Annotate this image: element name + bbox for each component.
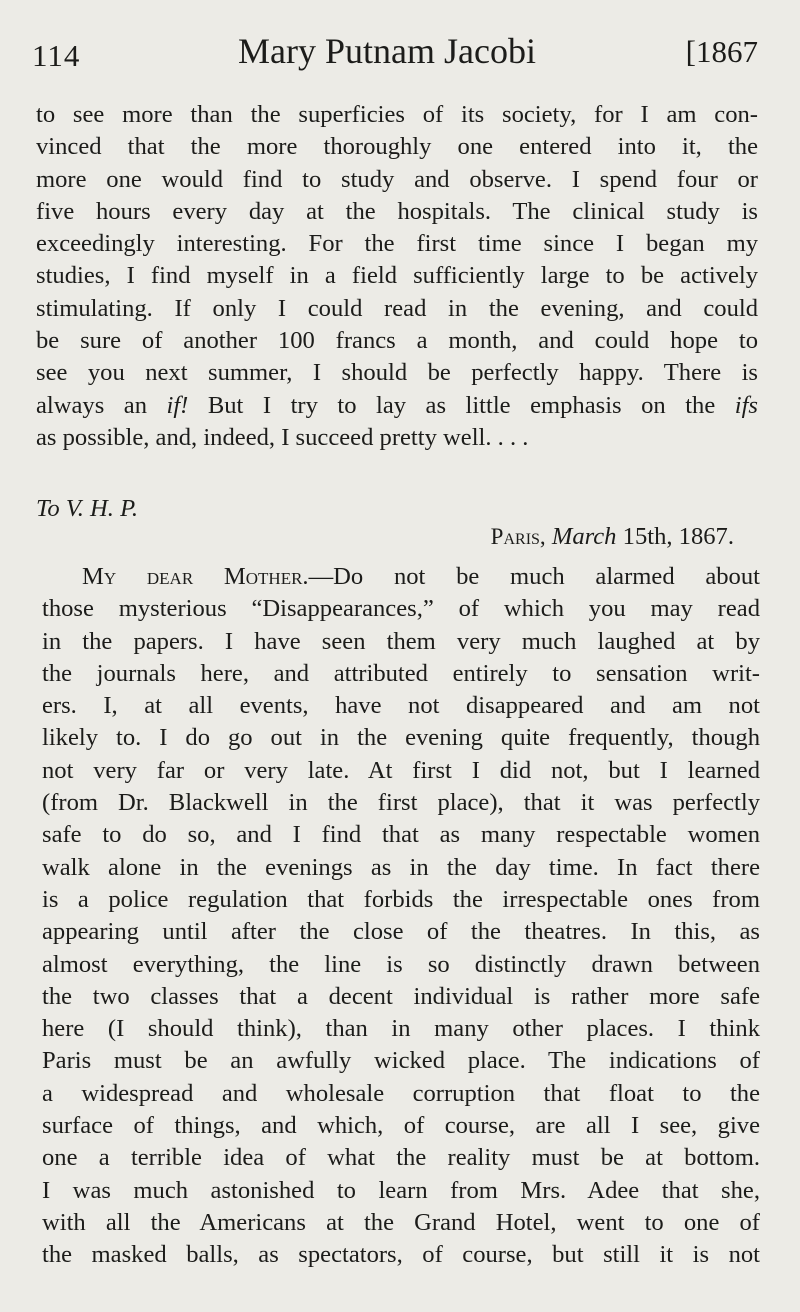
italic-if: if!: [166, 391, 189, 419]
paragraph-1: [36, 99, 758, 454]
salutation: My dear Mother.: [82, 563, 309, 590]
text-fragment: —Do not be much alarmed about: [308, 563, 760, 590]
text-line: safe to do so, and I find that as many respectable women: [42, 821, 760, 849]
letter-dateline: [491, 523, 734, 551]
text-line: one a terrible idea of what the reality must be at bottom.: [42, 1144, 760, 1172]
text-line: the journals here, and attributed entirely to sensation writ-: [42, 659, 760, 687]
text-line: those mysterious “Disappearances,” of which you may read: [42, 595, 760, 623]
text-line: with all the Americans at the Grand Hotel, went to one of: [42, 1208, 760, 1236]
text-line: ers. I, at all events, have not disappeared and am not: [42, 692, 760, 720]
text-line: a widespread and wholesale corruption that float to the: [42, 1079, 760, 1107]
text-line: be sure of another 100 francs a month, and could hope to: [36, 327, 758, 355]
text-line: [36, 390, 758, 422]
text-line: not very far or very late. At first I did not, but I learned: [42, 756, 760, 784]
text-line: more one would find to study and observe. I spend four or: [36, 165, 758, 193]
text-line: see you next summer, I should be perfectly happy. There is: [36, 359, 758, 387]
text-line: stimulating. If only I could read in the evening, and could: [36, 294, 758, 322]
letter-addressee: To V. H. P.: [36, 495, 139, 522]
text-line: as possible, and, indeed, I succeed pretty well. . . .: [36, 423, 529, 451]
running-title: Mary Putnam Jacobi: [238, 31, 536, 71]
year-mark: [1867: [685, 34, 758, 69]
text-line: Paris must be an awfully wicked place. The indications of: [42, 1047, 760, 1075]
dateline-month: March: [551, 523, 617, 550]
text-line: likely to. I do go out in the evening quite frequently, though: [42, 724, 760, 752]
text-line: I was much astonished to learn from Mrs. Adee that she,: [42, 1176, 760, 1204]
text-line: vinced that the more thoroughly one entered into it, the: [36, 133, 758, 161]
text-line: is a police regulation that forbids the irrespectable ones from: [42, 885, 760, 913]
text-line: (from Dr. Blackwell in the first place), that it was perfectly: [42, 789, 760, 817]
dateline-day-year: 15th, 1867.: [622, 523, 734, 550]
text-line: here (I should think), than in many other places. I think: [42, 1015, 760, 1043]
text-line: [42, 561, 760, 593]
text-line: surface of things, and which, of course, are all I see, give: [42, 1112, 760, 1140]
text-line: almost everything, the line is so distinctly drawn between: [42, 950, 760, 978]
text-line: exceedingly interesting. For the first time since I began my: [36, 230, 758, 258]
text-line: appearing until after the close of the theatres. In this, as: [42, 918, 760, 946]
dateline-place: Paris,: [490, 524, 546, 549]
text-line: walk alone in the evenings as in the day time. In fact there: [42, 853, 760, 881]
text-line: the masked balls, as spectators, of course, but still it is not: [42, 1241, 760, 1269]
text-fragment: But I try to lay as little emphasis on the: [188, 391, 735, 419]
page-header: [32, 30, 758, 78]
text-line: five hours every day at the hospitals. The clinical study is: [36, 197, 758, 225]
text-line: the two classes that a decent individual is rather more safe: [42, 982, 760, 1010]
text-line: studies, I find myself in a field sufficiently large to be actively: [36, 262, 758, 290]
paragraph-2: [42, 561, 760, 1272]
page-number: 114: [32, 38, 81, 73]
text-line: to see more than the superficies of its society, for I am con-: [36, 101, 758, 128]
italic-ifs: ifs: [734, 391, 758, 419]
text-line: in the papers. I have seen them very much laughed at by: [42, 627, 760, 655]
text-fragment: always an: [36, 391, 167, 419]
